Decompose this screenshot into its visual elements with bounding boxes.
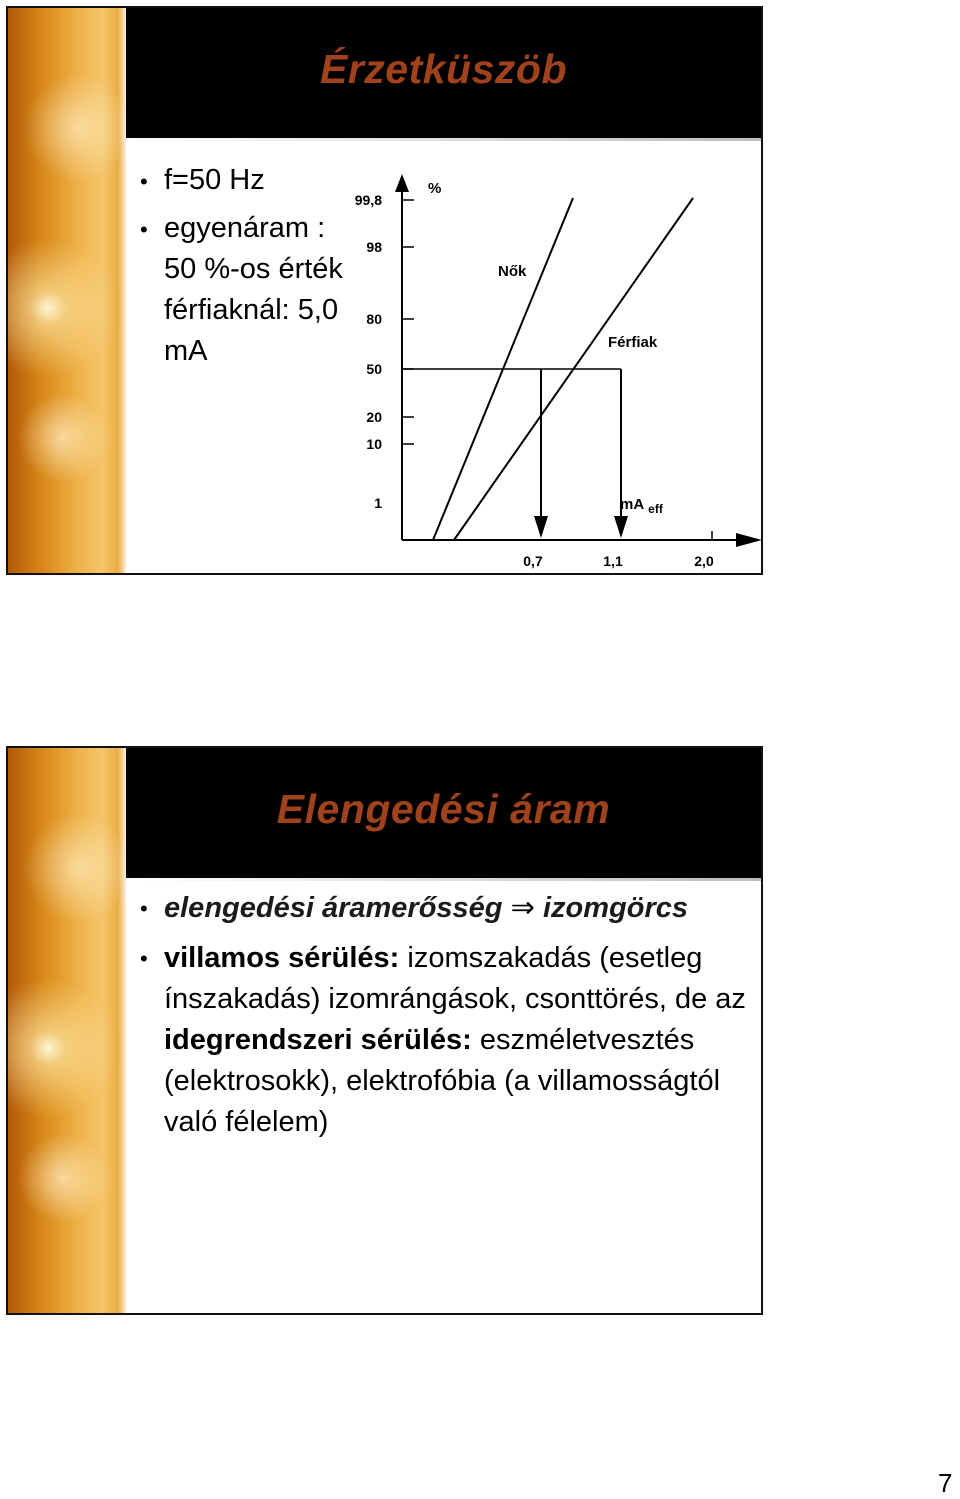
page-number: 7 — [938, 1468, 953, 1498]
x-ticks — [523, 531, 714, 569]
y-unit-label: % — [428, 180, 442, 197]
bullet-item: • f=50 Hz — [136, 160, 346, 201]
bullet-item — [136, 888, 746, 929]
y-axis-arrow — [395, 174, 409, 192]
y-tick-label: 20 — [366, 409, 382, 425]
slide-title: Érzetküszöb — [320, 46, 567, 92]
y-ticks — [355, 192, 414, 511]
x-tick-label: 0,7 — [523, 553, 543, 569]
x-axis-arrow — [736, 533, 762, 547]
slide-erzetkuszob — [6, 6, 763, 575]
drop-arrowhead-ferfiak — [614, 516, 628, 538]
decorative-sidebar-image — [8, 748, 126, 1313]
bullet-text: eszméletvesztés (elektrosokk), elektrofóbia (a villamosságtól való félelem) — [164, 1024, 721, 1138]
bullet-text: izomszakadás (esetleg ínszakadás) izomrángások, csonttörés, de az — [164, 942, 746, 1015]
y-tick-label: 10 — [366, 436, 382, 452]
y-tick-label: 80 — [366, 311, 382, 327]
slide-header — [126, 748, 761, 878]
threshold-chart — [8, 8, 763, 575]
slide-elengedesi-aram — [6, 746, 763, 1315]
x-tick-label: 2,0 — [694, 553, 714, 569]
bullet-item — [136, 938, 746, 1143]
y-tick-label: 99,8 — [354, 192, 382, 208]
bullet-text: izomgörcs — [542, 892, 688, 924]
x-tick-label: 1,1 — [603, 553, 623, 569]
bullet-bold-text: idegrendszeri sérülés: — [164, 1024, 472, 1056]
x-unit-label: mA $_{eff}$ — [620, 496, 663, 516]
bullet-text: elengedési áramerősség — [164, 892, 503, 924]
bullet-list — [136, 888, 746, 1152]
header-divider — [126, 878, 761, 881]
implies-arrow-icon: ⇒ — [510, 892, 535, 924]
slide-title: Elengedési áram — [276, 786, 611, 832]
series-label-ferfiak: Férfiak — [608, 334, 658, 351]
y-tick-label: 98 — [366, 239, 382, 255]
bullet-bold-text: villamos sérülés: — [164, 942, 400, 974]
series-label-nok: Nők — [498, 263, 527, 280]
y-tick-label: 1 — [374, 495, 382, 511]
drop-arrowhead-nok — [534, 516, 548, 538]
bullet-item: • egyenáram : 50 %-os érték férfiaknál: 5,0 mA — [136, 208, 346, 372]
y-tick-label: 50 — [366, 361, 382, 377]
